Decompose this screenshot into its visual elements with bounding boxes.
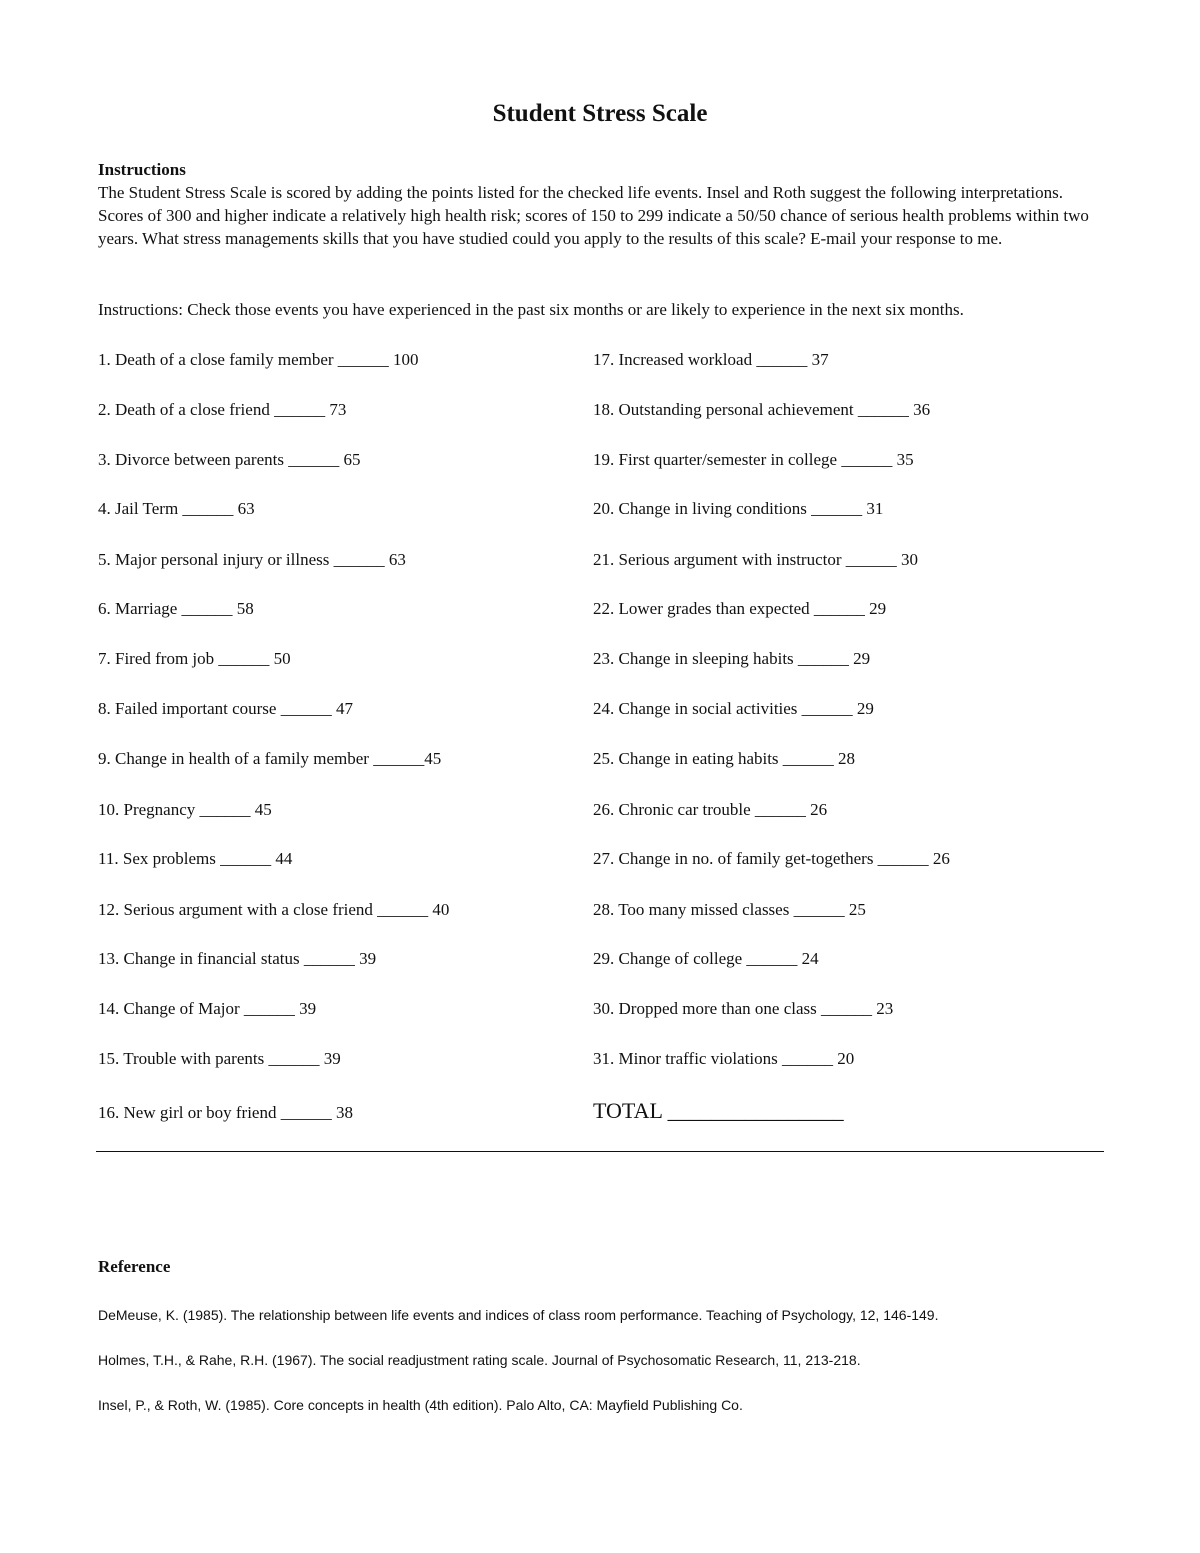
instructions-heading: Instructions	[98, 160, 186, 179]
event-item: 28. Too many missed classes ______ 25	[593, 900, 866, 919]
event-item: 17. Increased workload ______ 37	[593, 350, 829, 369]
event-item: 4. Jail Term ______ 63	[98, 499, 255, 518]
event-item: 24. Change in social activities ______ 29	[593, 699, 874, 718]
event-item: 2. Death of a close friend ______ 73	[98, 400, 347, 419]
event-item: 12. Serious argument with a close friend ______ 40	[98, 900, 450, 919]
event-item: 5. Major personal injury or illness ______ 63	[98, 550, 406, 569]
event-item: 10. Pregnancy ______ 45	[98, 800, 272, 819]
event-item: 11. Sex problems ______ 44	[98, 849, 293, 868]
divider-line	[96, 1151, 1104, 1152]
event-item: 19. First quarter/semester in college ______ 35	[593, 450, 914, 469]
event-item: 20. Change in living conditions ______ 31	[593, 499, 884, 518]
event-item: 16. New girl or boy friend ______ 38	[98, 1103, 353, 1122]
page-title: Student Stress Scale	[492, 100, 708, 127]
intro-paragraph: The Student Stress Scale is scored by adding the points listed for the checked life events. Insel and Roth suggest the following interpretations. Scores of 300 and higher indicate a relatively high health risk; scores of 150 to 299 indicate a 50/50 chance of serious health problems within two years. What stress managements skills that you have studied could you apply to the results of this scale? E-mail your response to me.	[98, 183, 1089, 248]
event-item: 29. Change of college ______ 24	[593, 949, 819, 968]
event-item: 26. Chronic car trouble ______ 26	[593, 800, 828, 819]
event-item: 25. Change in eating habits ______ 28	[593, 749, 856, 768]
total-field: TOTAL ________________	[593, 1098, 844, 1123]
event-item: 8. Failed important course ______ 47	[98, 699, 353, 718]
event-item: 23. Change in sleeping habits ______ 29	[593, 649, 871, 668]
event-item: 1. Death of a close family member ______ 100	[98, 350, 419, 369]
event-item: 30. Dropped more than one class ______ 23	[593, 999, 894, 1018]
reference-entry: DeMeuse, K. (1985). The relationship between life events and indices of class room performance. Teaching of Psychology, 12, 146-149.	[98, 1307, 939, 1323]
event-item: 14. Change of Major ______ 39	[98, 999, 317, 1018]
check-instructions: Instructions: Check those events you have experienced in the past six months or are likely to experience in the next six months.	[98, 300, 964, 319]
event-item: 9. Change in health of a family member ______45	[98, 749, 442, 768]
event-item: 21. Serious argument with instructor ______ 30	[593, 550, 919, 569]
event-item: 31. Minor traffic violations ______ 20	[593, 1049, 855, 1068]
reference-heading: Reference	[98, 1257, 171, 1276]
event-item: 18. Outstanding personal achievement ______ 36	[593, 400, 931, 419]
reference-entry: Insel, P., & Roth, W. (1985). Core concepts in health (4th edition). Palo Alto, CA: Mayfield Publishing Co.	[98, 1397, 743, 1413]
event-item: 6. Marriage ______ 58	[98, 599, 254, 618]
reference-entry: Holmes, T.H., & Rahe, R.H. (1967). The social readjustment rating scale. Journal of Psychosomatic Research, 11, 213-218.	[98, 1352, 861, 1368]
event-item: 22. Lower grades than expected ______ 29	[593, 599, 887, 618]
event-item: 15. Trouble with parents ______ 39	[98, 1049, 341, 1068]
event-item: 13. Change in financial status ______ 39	[98, 949, 377, 968]
event-item: 3. Divorce between parents ______ 65	[98, 450, 361, 469]
event-item: 7. Fired from job ______ 50	[98, 649, 291, 668]
event-item: 27. Change in no. of family get-togethers ______ 26	[593, 849, 950, 868]
